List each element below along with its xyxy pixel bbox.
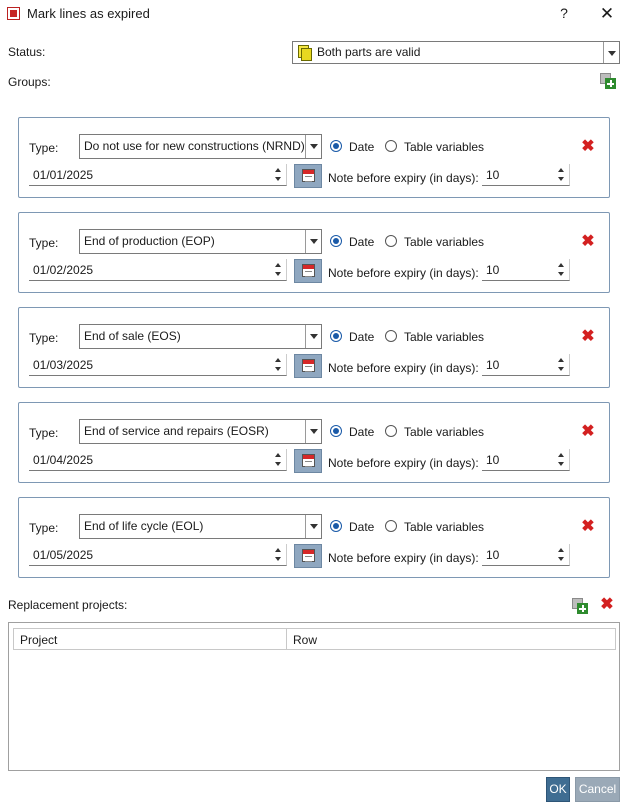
note-before-expiry-label: Note before expiry (in days): (328, 171, 479, 185)
date-field[interactable] (29, 354, 287, 376)
window-title: Mark lines as expired (27, 6, 150, 21)
note-days-value: 10 (486, 168, 500, 182)
table-variables-radio[interactable] (385, 425, 397, 437)
parts-valid-icon (298, 45, 310, 59)
spin-down-icon[interactable] (558, 272, 564, 276)
note-days-value: 10 (486, 263, 500, 277)
expiry-group (18, 212, 610, 293)
table-variables-radio-label[interactable]: Table variables (404, 330, 485, 344)
table-variables-radio-label[interactable]: Table variables (404, 425, 485, 439)
add-project-icon[interactable] (572, 598, 588, 614)
date-radio-label[interactable]: Date (349, 235, 375, 249)
date-spinner[interactable] (272, 354, 286, 375)
calendar-icon (302, 359, 315, 372)
table-variables-radio-label[interactable]: Table variables (404, 520, 485, 534)
date-value: 01/04/2025 (33, 453, 94, 467)
status-label: Status: (8, 45, 46, 59)
date-spinner[interactable] (272, 259, 286, 280)
calendar-button[interactable] (294, 544, 322, 568)
note-days-value: 10 (486, 548, 500, 562)
date-radio[interactable] (330, 520, 342, 532)
date-value: 01/01/2025 (33, 168, 94, 182)
delete-group-icon[interactable]: ✖ (581, 518, 595, 535)
delete-group-icon[interactable]: ✖ (581, 233, 595, 250)
date-field[interactable] (29, 449, 287, 471)
date-value: 01/05/2025 (33, 548, 94, 562)
calendar-button[interactable] (294, 164, 322, 188)
chevron-down-icon[interactable] (305, 135, 321, 158)
note-before-expiry-label: Note before expiry (in days): (328, 266, 479, 280)
type-dropdown[interactable] (79, 514, 322, 539)
spin-up-icon[interactable] (558, 453, 564, 457)
groups-label: Groups: (8, 75, 51, 89)
spin-up-icon[interactable] (275, 358, 281, 362)
type-value: End of service and repairs (EOSR) (84, 424, 269, 438)
calendar-icon (302, 169, 315, 182)
help-button[interactable]: ? (560, 5, 568, 21)
type-dropdown[interactable] (79, 419, 322, 444)
spin-down-icon[interactable] (275, 462, 281, 466)
type-dropdown[interactable] (79, 134, 322, 159)
table-header (13, 628, 616, 650)
date-spinner[interactable] (272, 449, 286, 470)
calendar-icon (302, 454, 315, 467)
calendar-icon (302, 549, 315, 562)
status-value: Both parts are valid (317, 45, 421, 59)
expiry-group (18, 497, 610, 578)
column-header-project[interactable]: Project (20, 633, 58, 647)
spin-up-icon[interactable] (275, 548, 281, 552)
spin-up-icon[interactable] (275, 453, 281, 457)
note-days-field[interactable] (482, 164, 570, 186)
date-radio[interactable] (330, 330, 342, 342)
app-icon (7, 7, 20, 20)
replacement-projects-label: Replacement projects: (8, 598, 128, 612)
table-variables-radio[interactable] (385, 330, 397, 342)
calendar-button[interactable] (294, 354, 322, 378)
delete-group-icon[interactable]: ✖ (581, 423, 595, 440)
calendar-button[interactable] (294, 259, 322, 283)
type-value: End of life cycle (EOL) (84, 519, 204, 533)
date-spinner[interactable] (272, 544, 286, 565)
date-field[interactable] (29, 164, 287, 186)
table-variables-radio[interactable] (385, 140, 397, 152)
table-variables-radio-label[interactable]: Table variables (404, 235, 485, 249)
chevron-down-icon[interactable] (305, 420, 321, 443)
ok-button[interactable]: OK (546, 777, 570, 802)
type-label: Type: (29, 141, 59, 155)
note-before-expiry-label: Note before expiry (in days): (328, 456, 479, 470)
note-days-field[interactable] (482, 259, 570, 281)
expiry-group (18, 117, 610, 198)
note-days-field[interactable] (482, 449, 570, 471)
chevron-down-icon[interactable] (305, 515, 321, 538)
expiry-group (18, 402, 610, 483)
date-radio-label[interactable]: Date (349, 330, 375, 344)
date-radio-label[interactable]: Date (349, 140, 375, 154)
note-before-expiry-label: Note before expiry (in days): (328, 551, 479, 565)
note-days-spinner[interactable] (555, 259, 569, 280)
note-days-spinner[interactable] (555, 354, 569, 375)
delete-group-icon[interactable]: ✖ (581, 138, 595, 155)
date-radio-label[interactable]: Date (349, 425, 375, 439)
column-divider[interactable] (286, 629, 287, 649)
note-before-expiry-label: Note before expiry (in days): (328, 361, 479, 375)
table-variables-radio[interactable] (385, 520, 397, 532)
title-bar (0, 0, 628, 28)
spin-down-icon[interactable] (275, 557, 281, 561)
type-value: End of production (EOP) (84, 234, 215, 248)
type-dropdown[interactable] (79, 229, 322, 254)
date-radio[interactable] (330, 235, 342, 247)
date-spinner[interactable] (272, 164, 286, 185)
spin-up-icon[interactable] (558, 358, 564, 362)
add-group-icon[interactable] (600, 73, 616, 89)
type-label: Type: (29, 426, 59, 440)
spin-up-icon[interactable] (275, 263, 281, 267)
date-radio[interactable] (330, 425, 342, 437)
type-label: Type: (29, 236, 59, 250)
spin-down-icon[interactable] (558, 177, 564, 181)
chevron-down-icon[interactable] (305, 230, 321, 253)
column-header-row[interactable]: Row (293, 633, 318, 647)
type-label: Type: (29, 521, 59, 535)
calendar-button[interactable] (294, 449, 322, 473)
note-days-spinner[interactable] (555, 164, 569, 185)
spin-down-icon[interactable] (558, 462, 564, 466)
date-value: 01/03/2025 (33, 358, 94, 372)
delete-project-icon[interactable]: ✖ (600, 596, 614, 613)
replacement-projects-table[interactable] (8, 622, 620, 771)
note-days-field[interactable] (482, 544, 570, 566)
table-variables-radio-label[interactable]: Table variables (404, 140, 485, 154)
status-dropdown[interactable] (292, 41, 620, 64)
chevron-down-icon[interactable] (603, 42, 619, 63)
spin-down-icon[interactable] (275, 272, 281, 276)
type-dropdown[interactable] (79, 324, 322, 349)
spin-up-icon[interactable] (558, 263, 564, 267)
table-variables-radio[interactable] (385, 235, 397, 247)
note-days-value: 10 (486, 358, 500, 372)
spin-up-icon[interactable] (275, 168, 281, 172)
spin-up-icon[interactable] (558, 168, 564, 172)
note-days-spinner[interactable] (555, 544, 569, 565)
type-value: Do not use for new constructions (NRND) (84, 139, 305, 153)
note-days-spinner[interactable] (555, 449, 569, 470)
spin-up-icon[interactable] (558, 548, 564, 552)
note-days-field[interactable] (482, 354, 570, 376)
delete-group-icon[interactable]: ✖ (581, 328, 595, 345)
note-days-value: 10 (486, 453, 500, 467)
date-field[interactable] (29, 544, 287, 566)
type-label: Type: (29, 331, 59, 345)
type-value: End of sale (EOS) (84, 329, 181, 343)
calendar-icon (302, 264, 315, 277)
date-radio-label[interactable]: Date (349, 520, 375, 534)
cancel-button[interactable]: Cancel (575, 777, 620, 802)
spin-down-icon[interactable] (275, 177, 281, 181)
date-radio[interactable] (330, 140, 342, 152)
expiry-group (18, 307, 610, 388)
chevron-down-icon[interactable] (305, 325, 321, 348)
date-field[interactable] (29, 259, 287, 281)
spin-down-icon[interactable] (275, 367, 281, 371)
close-button[interactable]: ✕ (599, 4, 615, 23)
date-value: 01/02/2025 (33, 263, 94, 277)
spin-down-icon[interactable] (558, 557, 564, 561)
spin-down-icon[interactable] (558, 367, 564, 371)
